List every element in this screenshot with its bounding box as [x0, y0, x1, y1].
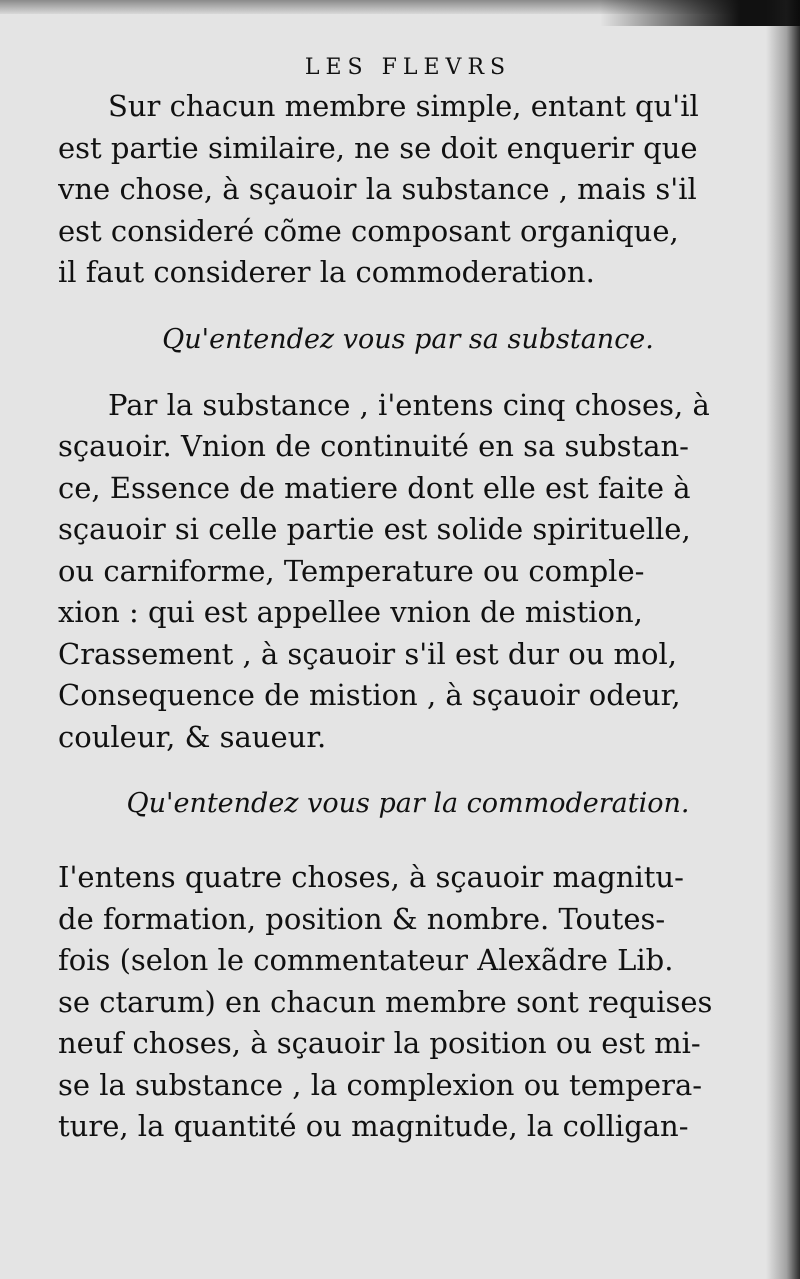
text-line: Consequence de mistion , à sçauoir odeur,: [58, 678, 681, 712]
text-line: sçauoir si celle partie est solide spirituelle,: [58, 512, 691, 546]
text-line: est partie similaire, ne se doit enquerir que: [58, 130, 698, 165]
text-line: se la substance , la complexion ou tempera-: [58, 1067, 703, 1102]
section-heading-substance: Qu'entendez vous par sa substance.: [162, 323, 654, 355]
text-line: Sur chacun membre simple, entant qu'il: [108, 89, 699, 123]
text-line: ou carniforme, Temperature ou comple-: [58, 553, 645, 588]
text-line: se ctarum) en chacun membre sont requises: [58, 984, 713, 1019]
text-line: Crassement , à sçauoir s'il est dur ou mol,: [58, 636, 677, 671]
paragraph-2: [58, 385, 758, 759]
text-line: ce, Essence de matiere dont elle est faite à: [58, 470, 691, 505]
text-line: de formation, position & nombre. Toutes-: [58, 901, 666, 936]
section-heading-commoderation: Qu'entendez vous par la commoderation.: [126, 788, 690, 819]
text-line: neuf choses, à sçauoir la position ou est mi-: [58, 1026, 701, 1060]
text-line: ture, la quantité ou magnitude, la colligan-: [58, 1109, 689, 1143]
text-line: Par la substance , i'entens cinq choses, à: [108, 387, 710, 422]
page-text-block: [58, 52, 758, 1148]
text-line: xion : qui est appellee vnion de mistion,: [58, 595, 643, 629]
text-line: sçauoir. Vnion de continuité en sa substan-: [58, 429, 689, 463]
text-line: I'entens quatre choses, à sçauoir magnitu-: [58, 860, 684, 894]
running-head: LES FLEVRS: [304, 55, 512, 80]
text-line: fois (selon le commentateur Alexãdre Lib.: [58, 943, 674, 977]
paragraph-1: [58, 86, 758, 294]
text-line: est consideré cõme composant organique,: [58, 213, 679, 248]
text-line: il faut considerer la commoderation.: [58, 255, 595, 289]
page-gutter-shadow: [766, 0, 800, 1279]
text-line: vne chose, à sçauoir la substance , mais s'il: [58, 172, 697, 206]
text-line: couleur, & saueur.: [58, 719, 327, 754]
paragraph-3: [58, 857, 758, 1148]
